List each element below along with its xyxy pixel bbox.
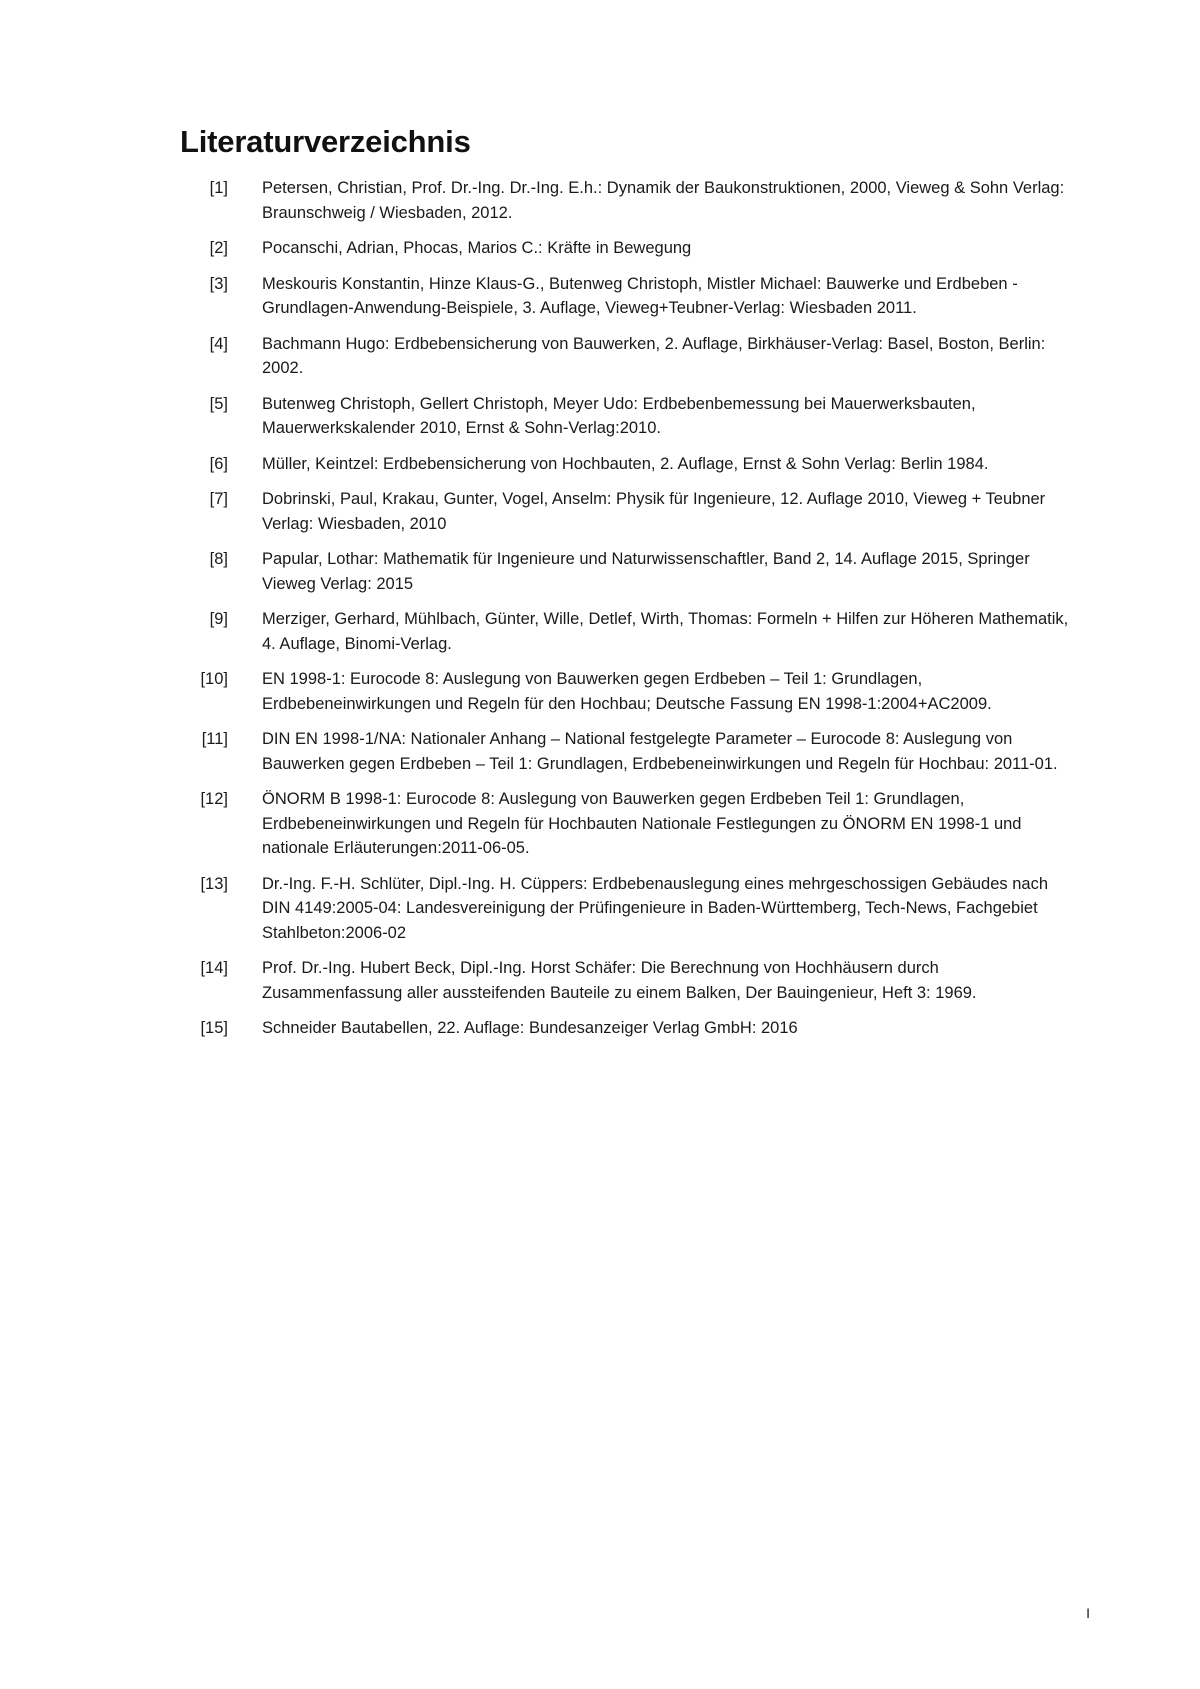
reference-item [180,1016,1080,1041]
reference-item [180,727,1080,776]
reference-number: [9] [209,610,228,628]
reference-number: [5] [209,394,228,413]
reference-text: Pocanschi, Adrian, Phocas, Marios C.: Kräfte in Bewegung [262,239,692,257]
reference-item [180,392,1080,441]
reference-number: [2] [209,239,228,257]
reference-number: [13] [200,874,228,893]
reference-text: Schneider Bautabellen, 22. Auflage: Bundesanzeiger Verlag GmbH: 2016 [262,1019,798,1037]
reference-item [180,272,1080,321]
reference-number: [1] [209,179,228,197]
reference-number: [3] [209,274,228,293]
reference-text: DIN EN 1998-1/NA: Nationaler Anhang – National festgelegte Parameter – Eurocode 8: Auslegung von Bauwerken gegen Erdbeben – Teil 1: Grundlagen, Erdbebeneinwirkungen und Regeln für Hochbau: 2011-01. [262,730,1058,773]
reference-text: Butenweg Christoph, Gellert Christoph, Meyer Udo: Erdbebenbemessung bei Mauerwerksbauten, Mauerwerkskalender 2010, Ernst & Sohn-Verlag:2010. [262,394,976,437]
reference-number: [6] [209,454,228,473]
reference-number: [4] [209,334,228,353]
page-number: I [1086,1605,1090,1621]
reference-item [180,236,1080,261]
reference-text: ÖNORM B 1998-1: Eurocode 8: Auslegung von Bauwerken gegen Erdbeben Teil 1: Grundlagen, Erdbebeneinwirkungen und Regeln für Hochbauten Nationale Festlegungen zu ÖNORM EN 1998-1 und nationale Erläuterungen:2011-06-05. [262,790,1022,857]
reference-text: Müller, Keintzel: Erdbebensicherung von Hochbauten, 2. Auflage, Ernst & Sohn Verlag: Berlin 1984. [262,454,989,473]
reference-text: Merziger, Gerhard, Mühlbach, Günter, Wille, Detlef, Wirth, Thomas: Formeln + Hilfen zur Höheren Mathematik, 4. Auflage, Binomi-Verlag. [262,610,1069,653]
reference-item [180,787,1080,861]
reference-number: [8] [209,550,228,568]
reference-number: [10] [200,670,228,688]
reference-text: Papular, Lothar: Mathematik für Ingenieure und Naturwissenschaftler, Band 2, 14. Auflage 2015, Springer Vieweg Verlag: 2015 [262,550,1030,593]
reference-number: [7] [209,490,228,508]
reference-number: [14] [200,959,228,977]
reference-text: Meskouris Konstantin, Hinze Klaus-G., Butenweg Christoph, Mistler Michael: Bauwerke und Erdbeben - Grundlagen-Anwendung-Beispiele, 3. Auflage, Vieweg+Teubner-Verlag: Wiesbaden 2011. [262,274,1018,317]
reference-item [180,452,1080,477]
reference-item [180,487,1080,536]
reference-text: Dobrinski, Paul, Krakau, Gunter, Vogel, Anselm: Physik für Ingenieure, 12. Auflage 2010, Vieweg + Teubner Verlag: Wiesbaden, 2010 [262,490,1046,533]
reference-number: [15] [200,1019,228,1037]
reference-item [180,956,1080,1005]
reference-item [180,547,1080,596]
reference-item [180,332,1080,381]
reference-item [180,872,1080,946]
reference-item [180,667,1080,716]
reference-text: Dr.-Ing. F.-H. Schlüter, Dipl.-Ing. H. Cüppers: Erdbebenauslegung eines mehrgeschossigen Gebäudes nach DIN 4149:2005-04: Landesvereinigung der Prüfingenieure in Baden-Württemberg, Tech-News, Fachgebiet Stahlbeton:2006-02 [262,874,1049,942]
reference-item [180,176,1080,225]
reference-list [180,176,1080,1052]
page-title: Literaturverzeichnis [180,124,471,159]
reference-text: Prof. Dr.-Ing. Hubert Beck, Dipl.-Ing. Horst Schäfer: Die Berechnung von Hochhäusern durch Zusammenfassung aller aussteifenden Bauteile zu einem Balken, Der Bauingenieur, Heft 3: 1969. [262,959,977,1002]
reference-text: Bachmann Hugo: Erdbebensicherung von Bauwerken, 2. Auflage, Birkhäuser-Verlag: Basel, Boston, Berlin: 2002. [262,334,1046,377]
reference-number: [12] [200,790,228,808]
reference-number: [11] [201,730,228,748]
reference-text: Petersen, Christian, Prof. Dr.-Ing. Dr.-Ing. E.h.: Dynamik der Baukonstruktionen, 2000, Vieweg & Sohn Verlag: Braunschweig / Wiesbaden, 2012. [262,179,1065,222]
reference-item [180,607,1080,656]
reference-text: EN 1998-1: Eurocode 8: Auslegung von Bauwerken gegen Erdbeben – Teil 1: Grundlagen, Erdbebeneinwirkungen und Regeln für den Hochbau; Deutsche Fassung EN 1998-1:2004+AC2009. [262,670,992,713]
